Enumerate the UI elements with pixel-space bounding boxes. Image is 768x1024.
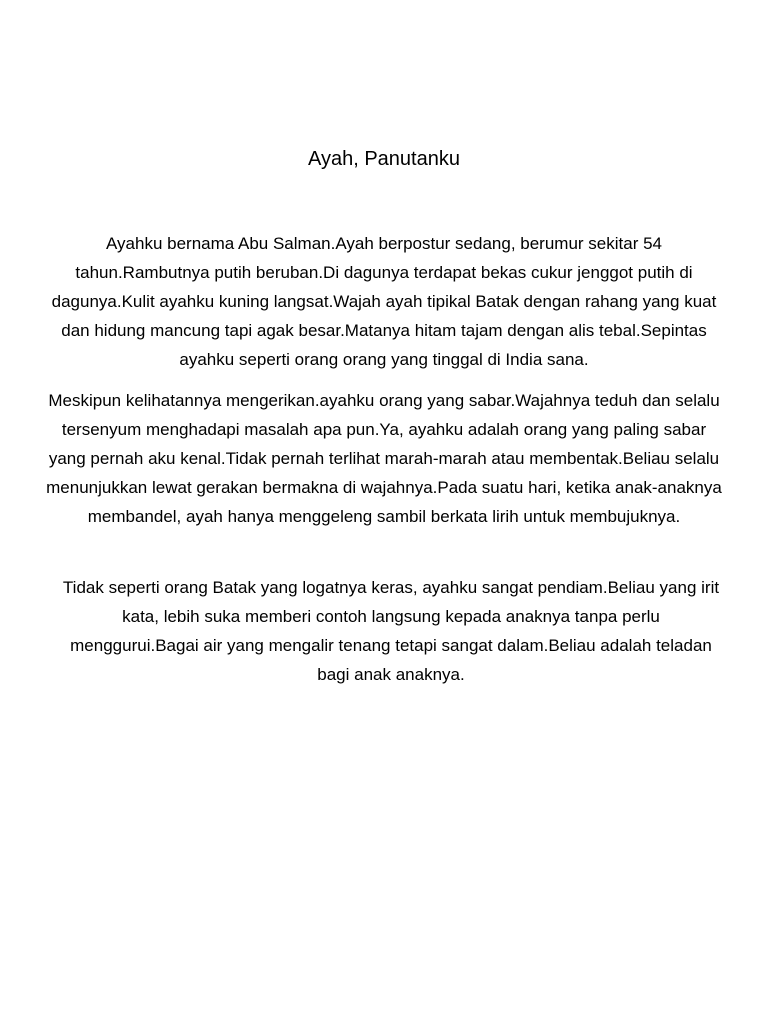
paragraph-1: Ayahku bernama Abu Salman.Ayah berpostur sedang, berumur sekitar 54 tahun.Rambutnya putih beruban.Di dagunya terdapat bekas cukur jenggot putih di dagunya.Kulit ayahku kuning langsat.Wajah ayah tipikal Batak dengan rahang yang kuat dan hidung mancung tapi agak besar.Matanya hitam tajam dengan alis tebal.Sepintas ayahku seperti orang orang yang tinggal di India sana. <box>51 234 717 369</box>
paragraph-2: Meskipun kelihatannya mengerikan.ayahku orang yang sabar.Wajahnya teduh dan selalu tersenyum menghadapi masalah apa pun.Ya, ayahku adalah orang yang paling sabar yang pernah aku kenal.Tidak pernah terlihat marah-marah atau membentak.Beliau selalu menunjukkan lewat gerakan bermakna di wajahnya.Pada suatu hari, ketika anak-anaknya membandel, ayah hanya menggeleng sambil berkata lirih untuk membujuknya. <box>46 391 722 526</box>
document-title: Ayah, Panutanku <box>308 148 460 170</box>
paragraph-3: Tidak seperti orang Batak yang logatnya keras, ayahku sangat pendiam.Beliau yang irit kata, lebih suka memberi contoh langsung kepada anaknya tanpa perlu menggurui.Bagai air yang mengalir tenang tetapi sangat dalam.Beliau adalah teladan bagi anak anaknya. <box>62 578 720 684</box>
